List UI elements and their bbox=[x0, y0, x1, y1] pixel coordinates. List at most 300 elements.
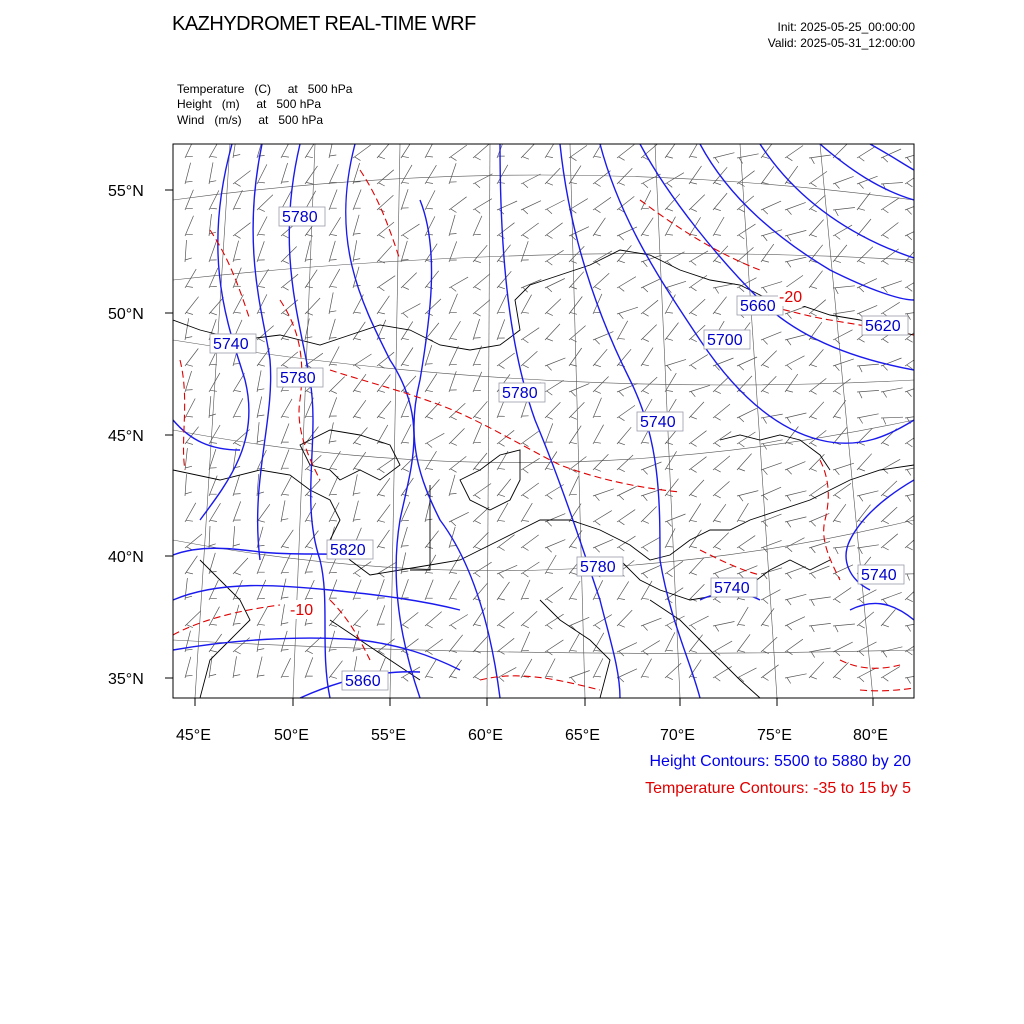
wind-barb bbox=[593, 398, 602, 418]
wind-barb bbox=[569, 671, 590, 683]
wind-barb bbox=[713, 217, 724, 236]
wind-barb bbox=[233, 656, 240, 678]
wind-barb bbox=[689, 457, 707, 473]
wind-barb bbox=[881, 281, 902, 293]
wind-barb bbox=[497, 565, 517, 578]
wind-barb bbox=[665, 359, 686, 371]
wind-barb bbox=[689, 402, 704, 419]
lat-label: 55°N bbox=[108, 183, 144, 200]
wind-barb bbox=[617, 168, 632, 185]
wind-barb bbox=[569, 402, 584, 419]
wind-barb bbox=[809, 402, 824, 419]
wind-barb bbox=[545, 250, 564, 265]
wind-barb bbox=[545, 139, 557, 158]
wind-barb bbox=[473, 274, 490, 290]
wind-barb bbox=[785, 335, 806, 346]
wind-barb bbox=[377, 375, 390, 393]
wind-barb bbox=[401, 348, 413, 367]
init-time: Init: 2025-05-25_00:00:00 bbox=[777, 20, 915, 34]
wind-barb bbox=[425, 612, 442, 628]
wind-barb bbox=[473, 144, 490, 160]
wind-barb bbox=[833, 588, 851, 603]
wind-barb bbox=[881, 667, 900, 682]
wind-barb bbox=[569, 426, 581, 444]
wind-barb bbox=[473, 608, 485, 626]
wind-barb bbox=[305, 270, 317, 288]
wind-barb bbox=[521, 483, 539, 499]
wind-barb bbox=[497, 201, 517, 214]
wind-barb bbox=[257, 504, 270, 522]
wind-barb bbox=[737, 536, 755, 551]
wind-barb bbox=[449, 512, 469, 526]
wind-barb bbox=[257, 630, 264, 652]
wind-barb bbox=[281, 139, 291, 158]
wind-barb bbox=[257, 241, 265, 262]
wind-barb bbox=[617, 196, 634, 212]
wind-barb bbox=[233, 501, 241, 522]
wind-barb bbox=[641, 659, 652, 678]
valid-time: Valid: 2025-05-31_12:00:00 bbox=[767, 36, 915, 50]
wind-barb bbox=[425, 165, 436, 184]
wind-barb bbox=[185, 556, 197, 574]
wind-barb bbox=[689, 385, 710, 397]
wind-barb bbox=[569, 633, 580, 652]
wind-barb bbox=[497, 165, 508, 184]
wind-barb bbox=[233, 526, 240, 548]
wind-barb bbox=[353, 400, 366, 418]
wind-barb bbox=[257, 607, 268, 626]
wind-barb bbox=[545, 299, 561, 316]
wind-barb bbox=[617, 510, 635, 525]
wind-barb bbox=[449, 321, 461, 340]
wind-barb bbox=[809, 171, 827, 186]
wind-barb bbox=[281, 450, 289, 471]
wind-barb bbox=[497, 223, 515, 239]
wind-barb bbox=[521, 201, 541, 214]
height-contours bbox=[173, 144, 914, 698]
wind-barb bbox=[209, 214, 216, 236]
wind-barb bbox=[185, 611, 201, 628]
wind-barb bbox=[713, 193, 727, 211]
wind-barb bbox=[569, 581, 580, 600]
wind-barb bbox=[761, 351, 777, 368]
wind-barb bbox=[641, 218, 653, 236]
wind-barb bbox=[497, 353, 515, 369]
wind-barb bbox=[641, 565, 661, 578]
wind-barb bbox=[449, 145, 467, 161]
wind-barb bbox=[473, 636, 488, 653]
wind-barb bbox=[665, 451, 677, 470]
wind-barb bbox=[521, 431, 539, 447]
wind-barb bbox=[545, 587, 563, 603]
wind-barb bbox=[401, 424, 411, 444]
wind-barb bbox=[377, 401, 391, 419]
height-label: 5700 bbox=[707, 332, 743, 349]
wind-barb bbox=[545, 555, 556, 574]
wind-barb bbox=[257, 397, 264, 419]
wind-barb bbox=[545, 402, 560, 419]
wind-barb bbox=[185, 448, 192, 470]
wind-barb bbox=[329, 397, 337, 418]
wind-barb bbox=[209, 297, 224, 315]
wind-barb bbox=[689, 299, 705, 316]
lon-label: 75°E bbox=[757, 727, 792, 744]
wind-barb bbox=[377, 563, 396, 578]
wind-barb bbox=[713, 153, 734, 164]
wind-barb bbox=[281, 322, 293, 340]
wind-barb bbox=[857, 668, 877, 682]
wind-barb bbox=[761, 514, 782, 526]
wind-barb bbox=[881, 183, 903, 191]
wind-barb bbox=[665, 373, 676, 392]
wind-barb bbox=[521, 351, 537, 368]
wind-barb bbox=[497, 138, 505, 159]
wind-barb bbox=[689, 431, 707, 447]
wind-barb bbox=[305, 318, 312, 340]
wind-barb bbox=[521, 632, 530, 652]
wind-barb bbox=[785, 230, 806, 241]
wind-barb bbox=[401, 241, 409, 262]
wind-barb bbox=[401, 579, 409, 600]
wind-barb bbox=[281, 477, 291, 496]
wind-barb bbox=[281, 604, 288, 626]
lat-label: 50°N bbox=[108, 306, 144, 323]
wind-barb bbox=[545, 223, 563, 239]
wind-barb bbox=[473, 300, 490, 316]
wind-barb bbox=[473, 507, 489, 524]
wind-barb bbox=[497, 479, 511, 497]
wind-barb bbox=[521, 223, 539, 239]
wind-barb bbox=[905, 465, 927, 475]
wind-barb bbox=[785, 413, 806, 423]
wind-barb bbox=[617, 610, 632, 627]
wind-barb bbox=[905, 585, 921, 602]
wind-barb bbox=[305, 455, 321, 472]
wind-barb bbox=[185, 427, 199, 445]
wind-barb bbox=[785, 462, 805, 475]
wind-barb bbox=[353, 145, 371, 161]
wind-barb bbox=[713, 622, 735, 632]
map-title: KAZHYDROMET REAL-TIME WRF bbox=[172, 13, 476, 35]
wind-barb bbox=[761, 244, 774, 262]
wind-barb bbox=[497, 271, 511, 289]
wind-barb bbox=[689, 139, 700, 158]
wind-barb bbox=[617, 145, 634, 161]
wind-barb bbox=[593, 454, 608, 471]
wind-barb bbox=[473, 401, 487, 419]
lon-label: 70°E bbox=[660, 727, 695, 744]
wind-barb bbox=[329, 137, 336, 159]
wind-barb bbox=[353, 631, 361, 652]
wind-barb bbox=[665, 217, 676, 236]
wind-barb bbox=[809, 220, 824, 237]
wind-barb bbox=[761, 637, 777, 654]
wind-barb bbox=[401, 455, 417, 472]
wind-barb bbox=[329, 217, 341, 236]
wind-barb bbox=[809, 195, 825, 212]
wind-barb bbox=[257, 580, 266, 600]
wind-barb bbox=[881, 481, 897, 498]
height-label: 5660 bbox=[740, 298, 776, 315]
wind-barb bbox=[737, 376, 752, 393]
wind-barb bbox=[689, 166, 702, 184]
wind-barb bbox=[569, 227, 589, 240]
wind-barb bbox=[233, 580, 242, 600]
wind-barb bbox=[785, 517, 806, 527]
wind-barb bbox=[761, 487, 781, 500]
wind-barb bbox=[545, 614, 564, 629]
wind-barb bbox=[905, 226, 925, 240]
wind-barb bbox=[833, 286, 855, 294]
lon-label: 80°E bbox=[853, 727, 888, 744]
wind-barb bbox=[521, 458, 540, 473]
wind-barb bbox=[209, 396, 216, 418]
wind-barb bbox=[449, 615, 468, 630]
wind-barb bbox=[617, 227, 637, 240]
wind-barb bbox=[833, 624, 855, 632]
wind-barb bbox=[569, 272, 584, 289]
wind-barb bbox=[593, 425, 604, 444]
lat-label: 45°N bbox=[108, 428, 144, 445]
wind-barb bbox=[641, 618, 662, 630]
wind-barb bbox=[353, 428, 368, 445]
wind-barb bbox=[473, 245, 487, 263]
wind-barb bbox=[521, 241, 529, 262]
wind-barb bbox=[257, 217, 267, 237]
wind-barb bbox=[833, 642, 853, 656]
wind-barb bbox=[497, 612, 514, 628]
wind-barb bbox=[449, 475, 457, 496]
wind-barb bbox=[209, 526, 216, 548]
wind-barb bbox=[449, 555, 460, 574]
wind-barb bbox=[329, 319, 337, 340]
wind-barb bbox=[353, 215, 361, 236]
wind-barb bbox=[809, 648, 831, 658]
wind-barb bbox=[617, 455, 633, 472]
height-label: 5740 bbox=[640, 414, 676, 431]
wind-barb bbox=[377, 222, 394, 238]
wind-barb bbox=[641, 174, 661, 188]
wind-barb bbox=[905, 415, 927, 424]
wind-barb bbox=[761, 201, 781, 214]
wind-barb bbox=[689, 251, 708, 266]
lon-label: 45°E bbox=[176, 727, 211, 744]
height-label: 5740 bbox=[714, 580, 750, 597]
wind-barb bbox=[809, 245, 823, 263]
wind-barb bbox=[401, 224, 420, 239]
wind-barb bbox=[857, 545, 879, 554]
wind-barb bbox=[209, 553, 217, 574]
wind-barb bbox=[281, 500, 288, 522]
wind-barb bbox=[209, 268, 218, 288]
wind-barb bbox=[641, 377, 657, 394]
wind-barb bbox=[713, 504, 726, 522]
wind-barb bbox=[785, 202, 806, 214]
wind-barb bbox=[209, 425, 220, 444]
wind-barb bbox=[233, 398, 243, 418]
wind-barb bbox=[641, 325, 657, 342]
wind-barb bbox=[857, 642, 877, 656]
wind-barb bbox=[905, 385, 926, 397]
wind-barb bbox=[329, 503, 339, 523]
wind-barb bbox=[185, 318, 192, 340]
wind-barb bbox=[425, 580, 433, 600]
wind-barb bbox=[545, 358, 565, 371]
wind-barb bbox=[353, 580, 361, 600]
wind-barb bbox=[713, 297, 727, 315]
wind-barb bbox=[209, 607, 220, 626]
wind-barb bbox=[593, 218, 605, 236]
wind-barb bbox=[833, 662, 849, 679]
wind-barb bbox=[497, 294, 507, 314]
wind-barb bbox=[809, 597, 831, 606]
wind-barb bbox=[641, 348, 653, 366]
wind-barb bbox=[617, 245, 631, 262]
wind-barb bbox=[449, 294, 458, 314]
wind-barb bbox=[689, 530, 701, 548]
wind-barb bbox=[209, 190, 219, 210]
wind-barb bbox=[737, 154, 759, 164]
wind-barb bbox=[449, 428, 465, 445]
wind-barb bbox=[425, 433, 444, 447]
wind-barb bbox=[449, 635, 463, 653]
height-label: 5620 bbox=[865, 318, 901, 335]
wind-barb bbox=[641, 507, 657, 524]
wind-barb bbox=[353, 374, 366, 392]
wind-barb bbox=[593, 251, 612, 265]
wind-barb bbox=[737, 247, 754, 264]
wind-barb bbox=[185, 190, 193, 210]
wind-barb bbox=[833, 245, 847, 263]
wind-barb bbox=[809, 322, 822, 340]
wind-barb bbox=[833, 176, 854, 188]
wind-barb bbox=[449, 163, 457, 184]
height-label: 5740 bbox=[861, 567, 897, 584]
wind-barb bbox=[809, 623, 831, 632]
wind-barb bbox=[881, 198, 899, 213]
wind-barb bbox=[857, 414, 879, 424]
wind-barb bbox=[329, 377, 345, 394]
wind-barb bbox=[641, 300, 658, 316]
wind-barb bbox=[617, 277, 636, 292]
wind-barb bbox=[689, 195, 705, 212]
lon-label: 50°E bbox=[274, 727, 309, 744]
wind-barb bbox=[737, 408, 757, 422]
wind-barb bbox=[881, 417, 903, 424]
wind-barb bbox=[281, 530, 293, 548]
wind-barb bbox=[425, 299, 441, 316]
wind-barb bbox=[809, 349, 823, 366]
wind-barb bbox=[569, 384, 589, 397]
wind-barb bbox=[857, 364, 879, 372]
wind-barb bbox=[881, 459, 900, 473]
wind-barb bbox=[857, 454, 872, 471]
wind-barb bbox=[401, 165, 412, 184]
wind-barb bbox=[569, 297, 582, 315]
wind-barb bbox=[569, 145, 587, 160]
latitude-axis bbox=[165, 190, 173, 678]
wind-barb bbox=[881, 592, 902, 604]
height-label: 5780 bbox=[580, 559, 616, 576]
wind-barb bbox=[353, 474, 360, 496]
wind-barb bbox=[377, 530, 390, 548]
wind-barb bbox=[521, 659, 532, 678]
wind-barb bbox=[185, 657, 193, 678]
wind-barb bbox=[305, 298, 320, 315]
wind-barb bbox=[257, 657, 264, 678]
wind-barb bbox=[209, 162, 216, 184]
wind-barb bbox=[905, 492, 927, 502]
wind-barb bbox=[545, 200, 565, 214]
wind-barb bbox=[185, 216, 194, 236]
wind-barb bbox=[473, 216, 482, 236]
height-label: 5820 bbox=[330, 542, 366, 559]
wind-barb bbox=[881, 507, 897, 524]
wind-barb bbox=[809, 454, 824, 471]
wind-barb bbox=[641, 279, 661, 292]
wind-barb bbox=[401, 140, 413, 159]
wind-barb bbox=[545, 279, 565, 292]
wind-barb bbox=[473, 199, 492, 214]
wind-barb bbox=[833, 483, 851, 498]
wind-barb bbox=[305, 657, 313, 678]
wind-barb bbox=[329, 164, 338, 184]
wind-barb bbox=[329, 241, 337, 262]
wind-barb bbox=[257, 195, 273, 212]
wind-barb bbox=[833, 379, 851, 395]
wind-barb bbox=[785, 257, 806, 267]
wind-barb bbox=[761, 540, 782, 552]
wind-barb bbox=[593, 511, 612, 526]
field-wind-label: Wind (m/s) at 500 hPa bbox=[177, 113, 324, 127]
wind-barb bbox=[905, 152, 926, 163]
wind-barb bbox=[737, 607, 748, 626]
wind-barb bbox=[905, 245, 919, 263]
wind-barb bbox=[185, 474, 192, 496]
wind-barb bbox=[617, 581, 629, 600]
wind-barb bbox=[521, 503, 532, 522]
field-temperature-label: Temperature (C) at 500 hPa bbox=[177, 82, 353, 96]
wind-barb bbox=[785, 674, 807, 684]
wind-barb bbox=[209, 241, 217, 262]
wind-barb bbox=[425, 345, 433, 366]
wind-barb bbox=[593, 539, 613, 552]
wind-barb bbox=[809, 271, 823, 289]
wind-barb bbox=[785, 617, 805, 630]
wind-barb bbox=[881, 302, 900, 317]
wind-barb bbox=[185, 503, 196, 522]
wind-barb bbox=[881, 388, 903, 398]
wind-barb bbox=[881, 609, 896, 627]
wind-barb bbox=[353, 610, 368, 627]
wind-barb bbox=[377, 605, 385, 626]
wind-barb bbox=[833, 225, 852, 239]
wind-barb bbox=[761, 166, 774, 184]
wind-barb bbox=[785, 594, 806, 605]
wind-barb bbox=[425, 139, 435, 159]
wind-barb bbox=[497, 319, 505, 340]
wind-barb bbox=[185, 138, 194, 158]
wind-barb bbox=[689, 355, 708, 370]
wind-barb bbox=[305, 480, 320, 497]
wind-barb bbox=[233, 171, 251, 187]
temperature-contours bbox=[173, 170, 914, 691]
longitude-axis bbox=[195, 698, 873, 706]
wind-barb bbox=[449, 197, 467, 213]
wind-barb bbox=[617, 643, 637, 656]
lat-label: 40°N bbox=[108, 549, 144, 566]
wind-barb bbox=[905, 202, 926, 214]
